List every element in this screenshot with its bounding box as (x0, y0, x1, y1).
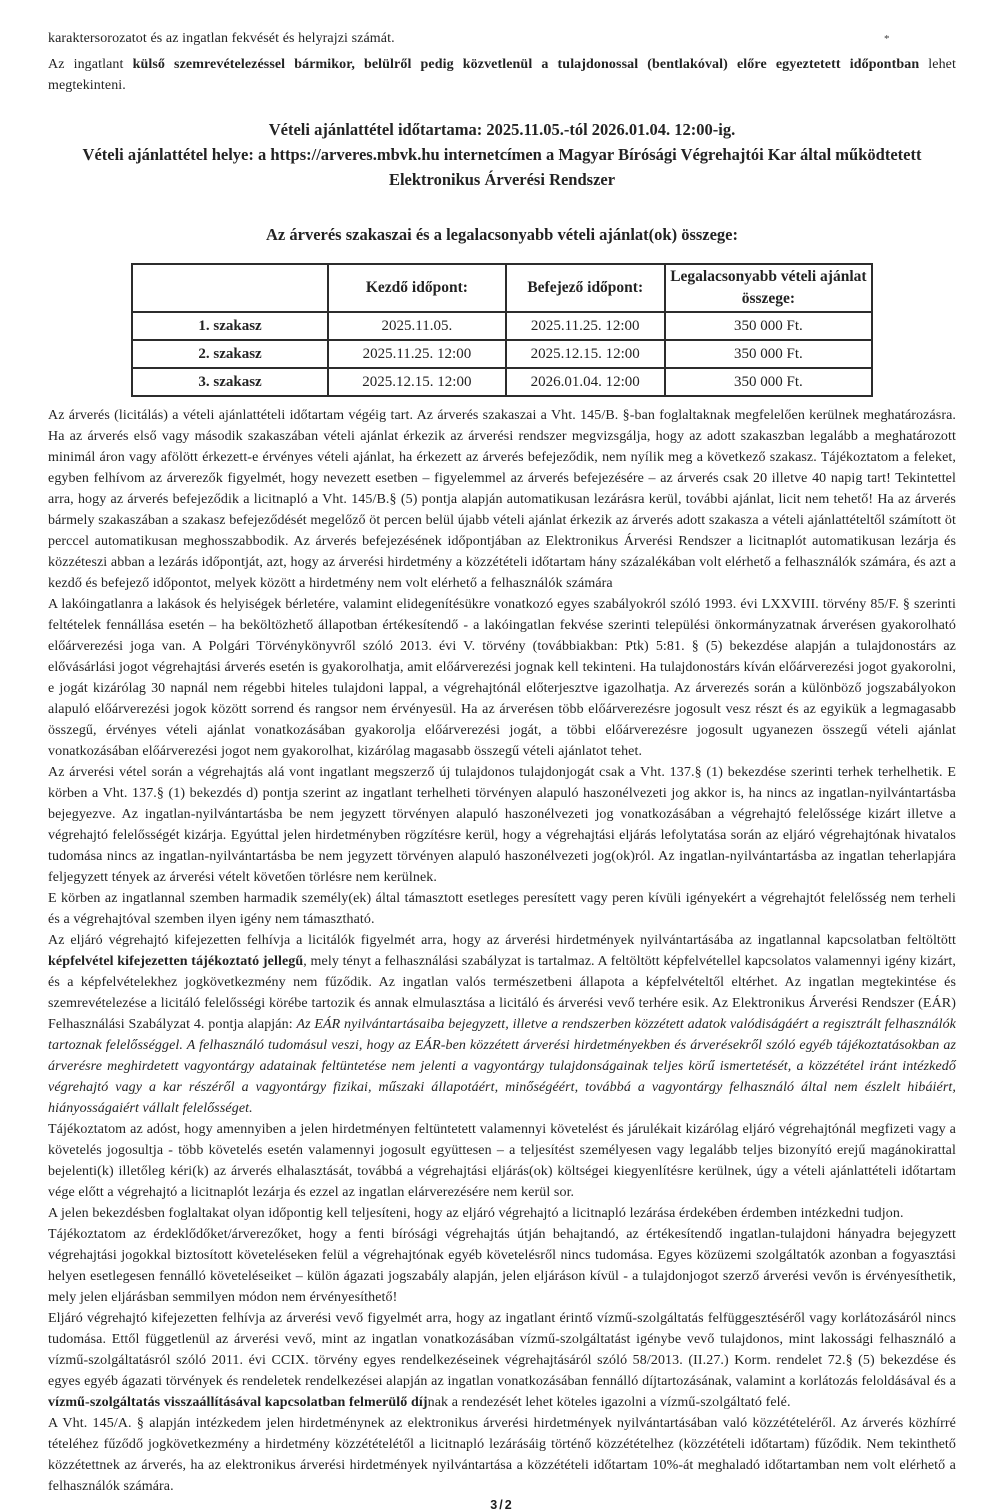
auction-stages-table (131, 263, 873, 397)
body-paragraph (48, 762, 956, 888)
text-segment: lehet megtekinteni. (48, 57, 956, 93)
stage-label-cell: 3. szakasz (132, 368, 328, 396)
body-paragraphs (48, 405, 956, 1497)
offer-period-heading: Vételi ajánlattétel időtartama: 2025.11.05.-tól 2026.01.04. 12:00-ig. (268, 120, 736, 139)
text-segment: A lakóingatlanra a lakások és helyiségek bérletére, valamint elidegenítésükre vonatkozó egyes szabályokról szóló 1993. évi LXXVIII. törvény 85/F. § szerinti feltételek fennállása esetén – ha beköltözhető állapotban értékesítendő - a lakóingatlan fekvése szerinti települési önkormányzatnak árverésen gyakorolható előárverezési joga van. A Polgári Törvénykönyvről szóló 2013. évi V. törvény (továbbiakban: Ptk) 5:81. § (5) bekezdése alapján a tulajdonostárs az elővásárlási jogot végrehajtási árverés esetén is gyakorolhatja, amit előárverezési jognak kell tekinteni. Ha tulajdonostárs kíván előárverezési jogot gyakorolni, e jogát kizárólag 30 napnál nem régebbi hiteles tulajdoni lappal, a végrehajtónál előterjesztve igazolhatja. Az árverezés során a különböző jogszabályokon alapuló előárverezési jogok között sorrend és rangsor nem érvényesül. Ha az árverésen több előárverezésre jogosult vesz részt és az egyikük a legmagasabb összegű, érvényes vételi ajánlat vonatkozásában gyakorolja előárverezési jogát, a többi előárverezésre jogosult ugyanezen összegű vételi ajánlat vonatkozásában előárverezési jogot nem gyakorolhat, kizárólag magasabb összegű vételi ajánlatot tehet. (48, 597, 956, 759)
table-cell: 2025.11.25. 12:00 (506, 312, 665, 340)
table-header-cell (132, 264, 328, 312)
text-segment: Az eljáró végrehajtó kifejezetten felhívja a licitálók figyelmét arra, hogy az árverési hirdetmények nyilvántartásába az ingatlannal kapcsolatban feltöltött (48, 933, 956, 948)
body-paragraph (48, 1413, 956, 1497)
stage-label-cell: 1. szakasz (132, 312, 328, 340)
table-header-cell: Legalacsonyabb vételi ajánlat összege: (665, 264, 872, 312)
table-cell: 2025.11.05. (328, 312, 506, 340)
page-number: 3/2 (490, 1498, 514, 1512)
text-segment: nak a rendezését lehet köteles igazolni a vízmű-szolgáltató felé. (427, 1395, 791, 1410)
offer-place-heading: Vételi ajánlattétel helye: a https://arveres.mbvk.hu internetcímen a Magyar Bírósági Végrehajtói Kar által működtetett Elektronikus Árverési Rendszer (82, 145, 922, 189)
table-header-cell: Befejező időpont: (506, 264, 665, 312)
text-segment: Az árverés (licitálás) a vételi ajánlattételi időtartam végéig tart. Az árverés szakaszai a Vht. 145/B. §-ban foglaltaknak megfelelően kerülnek meghatározásra. Ha az árverés első vagy második szakaszában vételi ajánlat érkezik az árverési rendszer megvizsgálja, hogy az adott szakaszban legalább a meghatározott minimál áron vagy afölött érkezett-e érvényes vételi ajánlat, ha érkezett az árverés befejeződik, nem nyílik meg a következő szakasz. Tájékoztatom a feleket, egyben felhívom az árverezők figyelmét, hogy nevezett esetben – figyelemmel az árverés befejezésére – az árverés csak 20 illetve 40 napig tart! Tekintettel arra, hogy az árverés befejeződik a licitnapló a Vht. 145/B.§ (5) pontja alapján automatikusan lezárásra kerül, további ajánlat, licit nem tehető! Ha az árverés bármely szakaszában a szakasz befejeződését megelőző öt percen belül újabb vételi ajánlat érkezik az árverés adott szakasza a vételi ajánlattételtől számított öt perccel automatikusan meghosszabbodik. Az árverés befejezésének időpontjában az Elektronikus Árverési Rendszer a licitnaplót automatikusan lezárja és közzéteszi abban a lezárás időpontját, azt, hogy az árverési hirdetmény a közzétételi időtartam hány százalékában volt elérhető a felhasználók számára, és azt a kezdő és befejező időpontot, melyek között a hirdetmény nem volt elérhető a felhasználók számára (48, 408, 956, 591)
text-segment: Az EÁR nyilvántartásaiba bejegyzett, illetve a rendszerben közzétett adatok valódiságáért a regisztrált felhasználók tartoznak felelősséggel. A felhasználó tudomásul veszi, hogy az EÁR-ben közzétett árverési hirdetményekben és árverésekről szóló egyéb tájékoztatásokban az árverésre meghirdetett vagyontárgy adatainak feltüntetése nem jelenti a vagyontárgy tulajdonságainak teljes körű ismertetését, a közzététel iránt intézkedő végrehajtó vagy a kar részéről a vagyontárgy fizikai, műszaki állapotáért, minőségéért, továbbá a vagyontárgy felhasználó által nem észlelt hibáiért, hiányosságaiért vállalt felelősséget. (48, 1017, 956, 1116)
stage-label-cell: 2. szakasz (132, 340, 328, 368)
table-row (132, 340, 872, 368)
text-segment: külső szemrevételezéssel bármikor, belülről pedig közvetlenül a tulajdonossal (bentlakóval) előre egyeztetett időpontban (132, 57, 920, 72)
text-segment: A Vht. 145/A. § alapján intézkedem jelen hirdetménynek az elektronikus árverési hirdetmények nyilvántartásában való közzétételéről. Az árverés közhírré tételéhez fűződő jogkövetkezmény a hirdetmény közzétételétől a licitnapló lezárásáig történő közzétételhez (közzétételi időtartam) fűződik. Nem tekinthető közzétettnek az árverés, ha az elektronikus árverési hirdetmények nyilvántartása a közzétételi időtartam 10%-át meghaladó időtartamban nem volt elérhető a felhasználók számára. (48, 1416, 956, 1494)
text-segment: Az ingatlant (48, 57, 133, 72)
table-row (132, 312, 872, 340)
body-paragraph (48, 1308, 956, 1413)
table-header-row (132, 264, 872, 312)
text-segment: Tájékoztatom az érdeklődőket/árverezőket, hogy a fenti bírósági végrehajtás útján behajtandó, az értékesítendő ingatlan-tulajdoni hányadra bejegyzett végrehajtási jogokkal biztosított követeléseken felül a végrehajtónak egyéb követelésről nincs tudomása. Egyes közüzemi szolgáltatók azonban a fogyasztási helyen esetlegesen fennálló követeléseiket – külön ágazati jogszabály alapján, jelen eljáráson kívül - a tulajdonjogot szerző árverési vevőn is érvényesíthetik, mely jelen eljárásban semmilyen módon nem érvényesíthető! (48, 1227, 956, 1305)
table-header-cell: Kezdő időpont: (328, 264, 506, 312)
table-cell: 2025.11.25. 12:00 (328, 340, 506, 368)
table-cell: 350 000 Ft. (665, 312, 872, 340)
text-segment: A jelen bekezdésben foglaltakat olyan időpontig kell teljesíteni, hogy az eljáró végrehajtó a licitnapló lezárása érdekében érdemben intézkedni tudjon. (48, 1206, 904, 1221)
body-paragraph (48, 1203, 956, 1224)
table-cell: 2025.12.15. 12:00 (328, 368, 506, 396)
text-segment: Az árverési vétel során a végrehajtás alá vont ingatlant megszerző új tulajdonos tulajdonjogát csak a Vht. 137.§ (1) bekezdése szerinti terhek terhelhetik. E körben a Vht. 137.§ (1) bekezdés d) pontja szerint az ingatlant terhelheti törvényen alapuló haszonélvezeti jog akkor is, ha nincs az ingatlan-nyilvántartásba bejegyezve. Az ingatlan-nyilvántartásba be nem jegyzett törvényen alapuló haszonélvezeti jog vonatkozásában a végrehajtó felelőssége kizárt illetve a végrehajtó felelősségét kizárja. Egyúttal jelen hirdetményben rögzítésre kerül, hogy a végrehajtási eljárás lefolytatása során az eljáró végrehajtónak hivatalos tudomása nincs az ingatlan-nyilvántartásba be nem jegyzett törvényen alapuló haszonélvezeti jog(ok)ról. Az ingatlan-nyilvántartásba az ingatlan teherlapjára feljegyzett tények az árverési vételt követően törlésre nem kerülnek. (48, 765, 956, 885)
body-paragraph (48, 405, 956, 594)
stages-table-title: Az árverés szakaszai és a legalacsonyabb vételi ajánlat(ok) összege: (266, 225, 738, 244)
text-segment: Eljáró végrehajtó kifejezetten felhívja az árverési vevő figyelmét arra, hogy az ingatlant érintő vízmű-szolgáltatás felfüggesztéséről vagy korlátozásáról nincs tudomása. Ettől függetlenül az árverési vevő, mint az ingatlan vonatkozásában vízmű-szolgáltatást igénybe vevő tulajdonos, mint lakossági felhasználó a vízmű-szolgáltatásról szóló 2011. évi CCIX. törvény egyes rendelkezéseinek végrehajtásáról szóló 58/2013. (II.27.) Korm. rendelet 72.§ (5) bekezdése és egyes egyéb ágazati törvények és rendeletek rendelkezései alapján az ingatlan vonatkozásában fennálló díjtartozásának, valamint a korlátozás feloldásával és a (48, 1311, 956, 1389)
body-paragraph (48, 888, 956, 930)
scan-artifact-mark: * (884, 33, 890, 45)
text-segment: Tájékoztatom az adóst, hogy amennyiben a jelen hirdetményen feltüntetett valamennyi követelést és járulékait kizárólag eljáró végrehajtónál megfizeti vagy a követelés jogosultja - több követelés esetén valamennyi jogosult együttesen – a teljesítést személyesen vagy legalább teljes bizonyító erejű magánokirattal bejelenti(k) illetőleg kéri(k) az árverés elhalasztását, továbbá a végrehajtási eljárás(ok) költségei kiegyenlítésre kerülnek, úgy a vételi ajánlattételi időtartam vége előtt a végrehajtó a licitnaplót lezárja és ezzel az ingatlan elárverezésére nem kerül sor. (48, 1122, 956, 1200)
table-cell: 2026.01.04. 12:00 (506, 368, 665, 396)
viewing-info-paragraph (48, 54, 956, 96)
body-paragraph (48, 1119, 956, 1203)
text-segment: E körben az ingatlannal szemben harmadik személy(ek) által támasztott esetleges peresített vagy peren kívüli igényekért a végrehajtót felelősség nem terheli és a végrehajtóval szemben ilyen igény nem támasztható. (48, 891, 956, 927)
body-paragraph (48, 930, 956, 1119)
table-cell: 2025.12.15. 12:00 (506, 340, 665, 368)
intro-line: karaktersorozatot és az ingatlan fekvését és helyrajzi számát. (48, 31, 395, 46)
text-segment: , mely tényt a felhasználási szabályzat is tartalmaz. A feltöltött képfelvétellel kapcsolatos valamennyi igény kizárt, és a képfelvételekhez jogkövetkezmény nem fűződik. Az ingatlan valós természetbeni állapota a képfelvételtől eltérhet. Az ingatlan megtekintése és szemrevételezése a licitáló felelősségi körébe tartozik és annak elmulasztása a licitáló és árverési vevő terhére esik. Az Elektronikus Árverési Rendszer (EÁR) Felhasználási Szabályzat 4. pontja alapján: (48, 954, 956, 1032)
body-paragraph (48, 594, 956, 762)
table-row (132, 368, 872, 396)
table-cell: 350 000 Ft. (665, 368, 872, 396)
text-segment: képfelvétel kifejezetten tájékoztató jellegű (48, 954, 304, 969)
text-segment: vízmű-szolgáltatás visszaállításával kapcsolatban felmerülő díj (48, 1395, 428, 1410)
body-paragraph (48, 1224, 956, 1308)
table-cell: 350 000 Ft. (665, 340, 872, 368)
